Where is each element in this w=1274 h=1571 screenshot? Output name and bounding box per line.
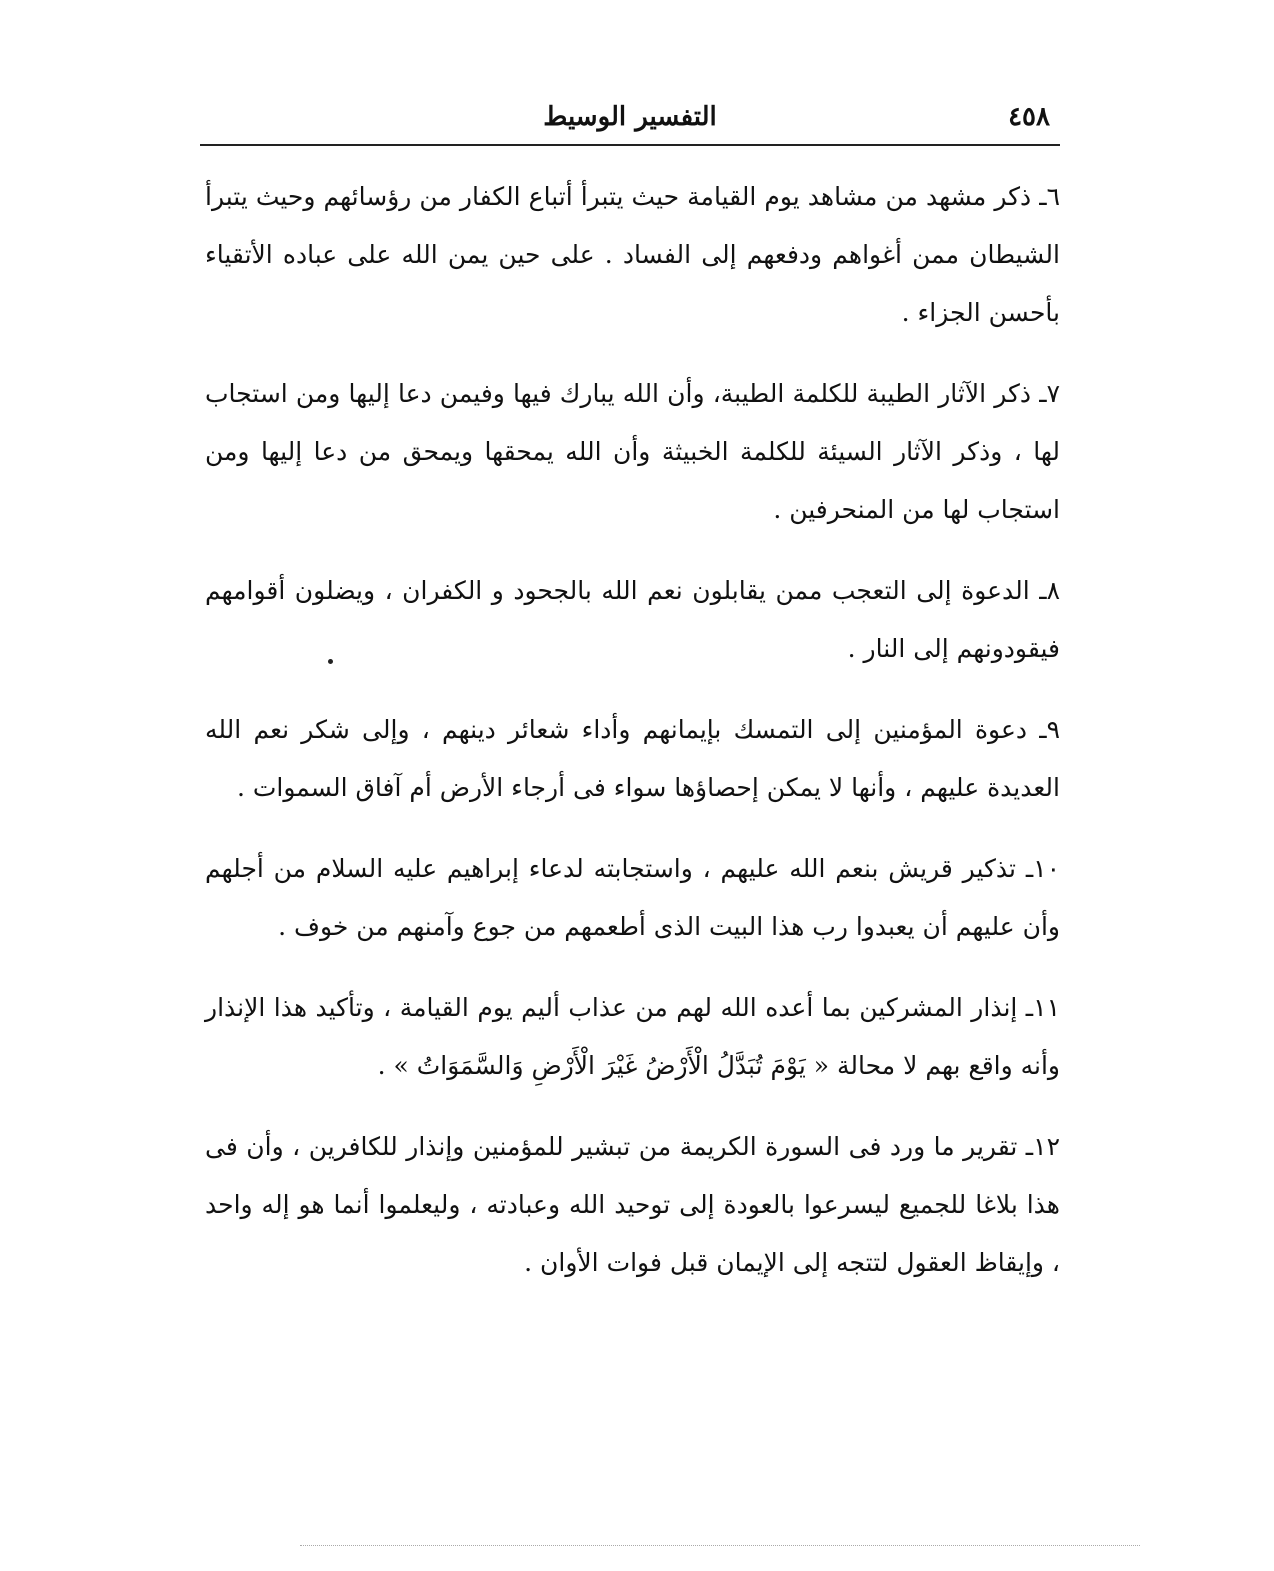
header-divider	[200, 144, 1060, 146]
paragraph-12: ١٢ـ تقرير ما ورد فى السورة الكريمة من تبشير للمؤمنين وإنذار للكافرين ، وأن فى هذا بلاغا للجميع ليسرعوا بالعودة إلى توحيد الله وعبادته ، وليعلموا أنما هو إله واحد ، وإيقاظ العقول لتتجه إلى الإيمان قبل فوات الأوان .	[205, 1132, 1060, 1277]
paragraph-8: ٨ـ الدعوة إلى التعجب ممن يقابلون نعم الله بالجحود و الكفران ، ويضلون أقوامهم فيقودونهم إلى النار .	[205, 576, 1060, 663]
paragraph-7: ٧ـ ذكر الآثار الطيبة للكلمة الطيبة، وأن الله يبارك فيها وفيمن دعا إليها ومن استجاب لها ، وذكر الآثار السيئة للكلمة الخبيثة وأن الله يمحقها ويمحق من دعا إليها ومن استجاب لها من المنحرفين .	[205, 379, 1060, 524]
page-header	[200, 96, 1060, 142]
page-number: ٤٥٨	[1008, 102, 1050, 132]
scan-edge-line	[300, 1545, 1140, 1546]
paragraph-9: ٩ـ دعوة المؤمنين إلى التمسك بإيمانهم وأداء شعائر دينهم ، وإلى شكر نعم الله العديدة عليهم ، وأنها لا يمكن إحصاؤها سواء فى أرجاء الأرض أم آفاق السموات .	[205, 715, 1060, 802]
running-title: التفسير الوسيط	[543, 102, 717, 132]
scan-speck	[328, 659, 333, 664]
paragraph-10: ١٠ـ تذكير قريش بنعم الله عليهم ، واستجابته لدعاء إبراهيم عليه السلام من أجلهم وأن عليهم أن يعبدوا رب هذا البيت الذى أطعمهم من جوع وآمنهم من خوف .	[205, 854, 1060, 941]
paragraph-6: ٦ـ ذكر مشهد من مشاهد يوم القيامة حيث يتبرأ أتباع الكفار من رؤسائهم وحيث يتبرأ الشيطان ممن أغواهم ودفعهم إلى الفساد . على حين يمن الله على عباده الأتقياء بأحسن الجزاء .	[205, 182, 1060, 327]
paragraph-11: ١١ـ إنذار المشركين بما أعده الله لهم من عذاب أليم يوم القيامة ، وتأكيد هذا الإنذار وأنه واقع بهم لا محالة « يَوْمَ تُبَدَّلُ الْأَرْضُ غَيْرَ الْأَرْضِ وَالسَّمَوَاتُ » .	[205, 993, 1060, 1080]
page-body	[205, 168, 1060, 1315]
